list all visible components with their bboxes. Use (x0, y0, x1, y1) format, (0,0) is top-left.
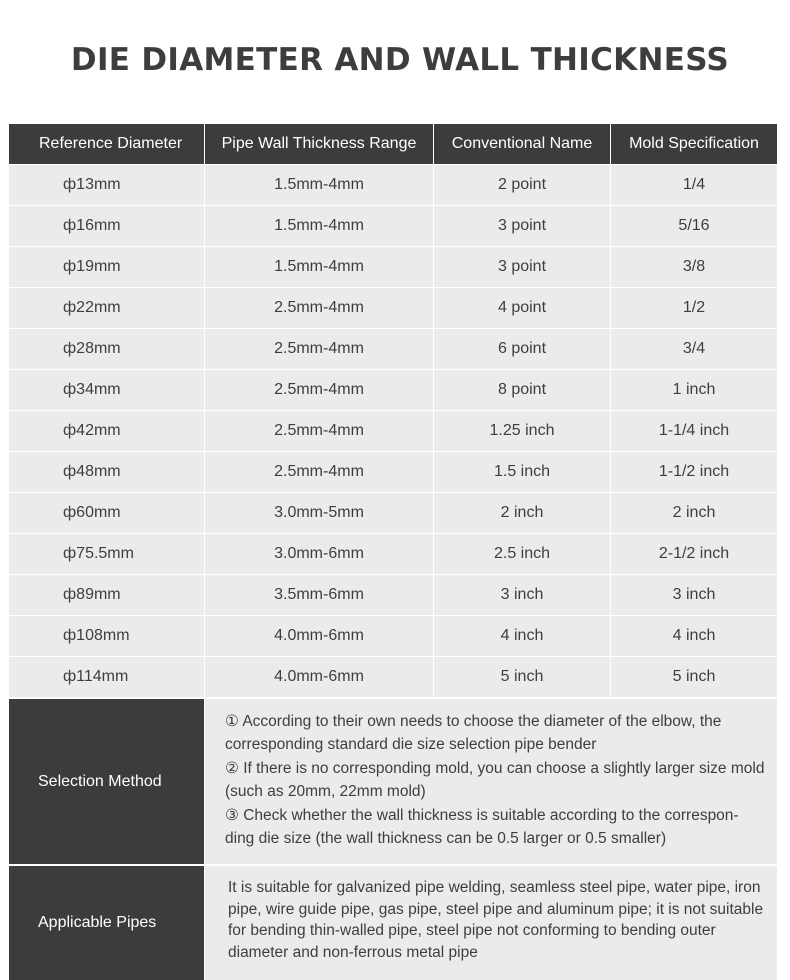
wall-thickness-cell: 3.0mm-5mm (205, 493, 434, 533)
wall-thickness-cell: 2.5mm-4mm (205, 329, 434, 369)
wall-thickness-cell: 1.5mm-4mm (205, 247, 434, 287)
mold-spec-cell: 2 inch (672, 504, 716, 521)
page-title: DIE DIAMETER AND WALL THICKNESS (70, 42, 730, 78)
selection-step: ③ Check whether the wall thickness is suitable according to the correspon-ding die size (the wall thickness can be 0.5 larger or 0.5 smaller) (225, 807, 739, 847)
table-row (9, 164, 777, 205)
mold-spec-cell: 1 inch (672, 381, 716, 398)
wall-thickness-cell: 3.5mm-6mm (205, 575, 434, 615)
conventional-name-cell: 3 point (434, 206, 611, 246)
mold-spec-cell: 5/16 (678, 217, 710, 234)
reference-diameter-cell: ф60mm (9, 493, 205, 533)
mold-spec-cell: 1/2 (682, 299, 706, 316)
mold-spec-cell: 4 inch (672, 627, 716, 644)
reference-diameter-cell: ф19mm (9, 247, 205, 287)
reference-diameter-cell: ф42mm (9, 411, 205, 451)
table-row (9, 246, 777, 287)
table-row (9, 328, 777, 369)
reference-diameter-cell: ф13mm (9, 165, 205, 205)
conventional-name-cell: 8 point (434, 370, 611, 410)
conventional-name-cell: 6 point (434, 329, 611, 369)
table-row (9, 451, 777, 492)
mold-spec-cell: 3/4 (682, 340, 706, 357)
conventional-name-cell: 5 inch (434, 657, 611, 697)
reference-diameter-cell: ф34mm (9, 370, 205, 410)
table-row (9, 656, 777, 697)
wall-thickness-cell: 2.5mm-4mm (205, 370, 434, 410)
mold-spec-cell: 1/4 (682, 176, 706, 193)
table-row (9, 574, 777, 615)
header-wall-thickness-range: Pipe Wall Thickness Range (205, 124, 434, 164)
applicable-pipes-section (9, 864, 777, 980)
wall-thickness-cell: 2.5mm-4mm (205, 452, 434, 492)
mold-spec-cell: 2-1/2 inch (658, 545, 730, 562)
table-row (9, 410, 777, 451)
selection-method-label: Selection Method (9, 699, 205, 864)
reference-diameter-cell: ф75.5mm (9, 534, 205, 574)
conventional-name-cell: 1.25 inch (434, 411, 611, 451)
die-spec-table (9, 124, 777, 980)
wall-thickness-cell: 2.5mm-4mm (205, 288, 434, 328)
conventional-name-cell: 2 inch (434, 493, 611, 533)
table-row (9, 615, 777, 656)
table-body (9, 164, 777, 697)
selection-step: ② If there is no corresponding mold, you can choose a slightly larger size mold (such as 20mm, 22mm mold) (225, 760, 765, 800)
reference-diameter-cell: ф22mm (9, 288, 205, 328)
wall-thickness-cell: 1.5mm-4mm (205, 165, 434, 205)
wall-thickness-cell: 2.5mm-4mm (205, 411, 434, 451)
reference-diameter-cell: ф28mm (9, 329, 205, 369)
conventional-name-cell: 1.5 inch (434, 452, 611, 492)
reference-diameter-cell: ф108mm (9, 616, 205, 656)
mold-spec-cell: 1-1/2 inch (658, 463, 730, 480)
header-conventional-name: Conventional Name (434, 124, 611, 164)
applicable-pipes-text: It is suitable for galvanized pipe welding, seamless steel pipe, water pipe, iron pipe, wire guide pipe, gas pipe, steel pipe and aluminum pipe; it is not suitable for bending thin-walled pipe, steel pipe not conforming to bending outer diameter and non-ferrous metal pipe (205, 866, 777, 980)
conventional-name-cell: 3 point (434, 247, 611, 287)
reference-diameter-cell: ф16mm (9, 206, 205, 246)
table-row (9, 205, 777, 246)
table-header-row (9, 124, 777, 164)
conventional-name-cell: 2 point (434, 165, 611, 205)
selection-method-text (205, 699, 777, 864)
conventional-name-cell: 3 inch (434, 575, 611, 615)
table-row (9, 492, 777, 533)
wall-thickness-cell: 4.0mm-6mm (205, 657, 434, 697)
reference-diameter-cell: ф48mm (9, 452, 205, 492)
wall-thickness-cell: 1.5mm-4mm (205, 206, 434, 246)
table-row (9, 369, 777, 410)
header-mold-specification: Mold Specification (629, 135, 759, 152)
table-row (9, 533, 777, 574)
conventional-name-cell: 4 point (434, 288, 611, 328)
conventional-name-cell: 2.5 inch (434, 534, 611, 574)
reference-diameter-cell: ф89mm (9, 575, 205, 615)
mold-spec-cell: 3/8 (682, 258, 706, 275)
mold-spec-cell: 5 inch (672, 668, 716, 685)
conventional-name-cell: 4 inch (434, 616, 611, 656)
mold-spec-cell: 3 inch (672, 586, 716, 603)
mold-spec-cell: 1-1/4 inch (658, 422, 730, 439)
selection-method-section (9, 697, 777, 864)
applicable-pipes-label: Applicable Pipes (9, 866, 205, 980)
header-reference-diameter: Reference Diameter (9, 124, 205, 164)
selection-step: ① According to their own needs to choose the diameter of the elbow, the corresponding standard die size selection pipe bender (225, 713, 722, 753)
table-row (9, 287, 777, 328)
wall-thickness-cell: 3.0mm-6mm (205, 534, 434, 574)
wall-thickness-cell: 4.0mm-6mm (205, 616, 434, 656)
reference-diameter-cell: ф114mm (9, 657, 205, 697)
